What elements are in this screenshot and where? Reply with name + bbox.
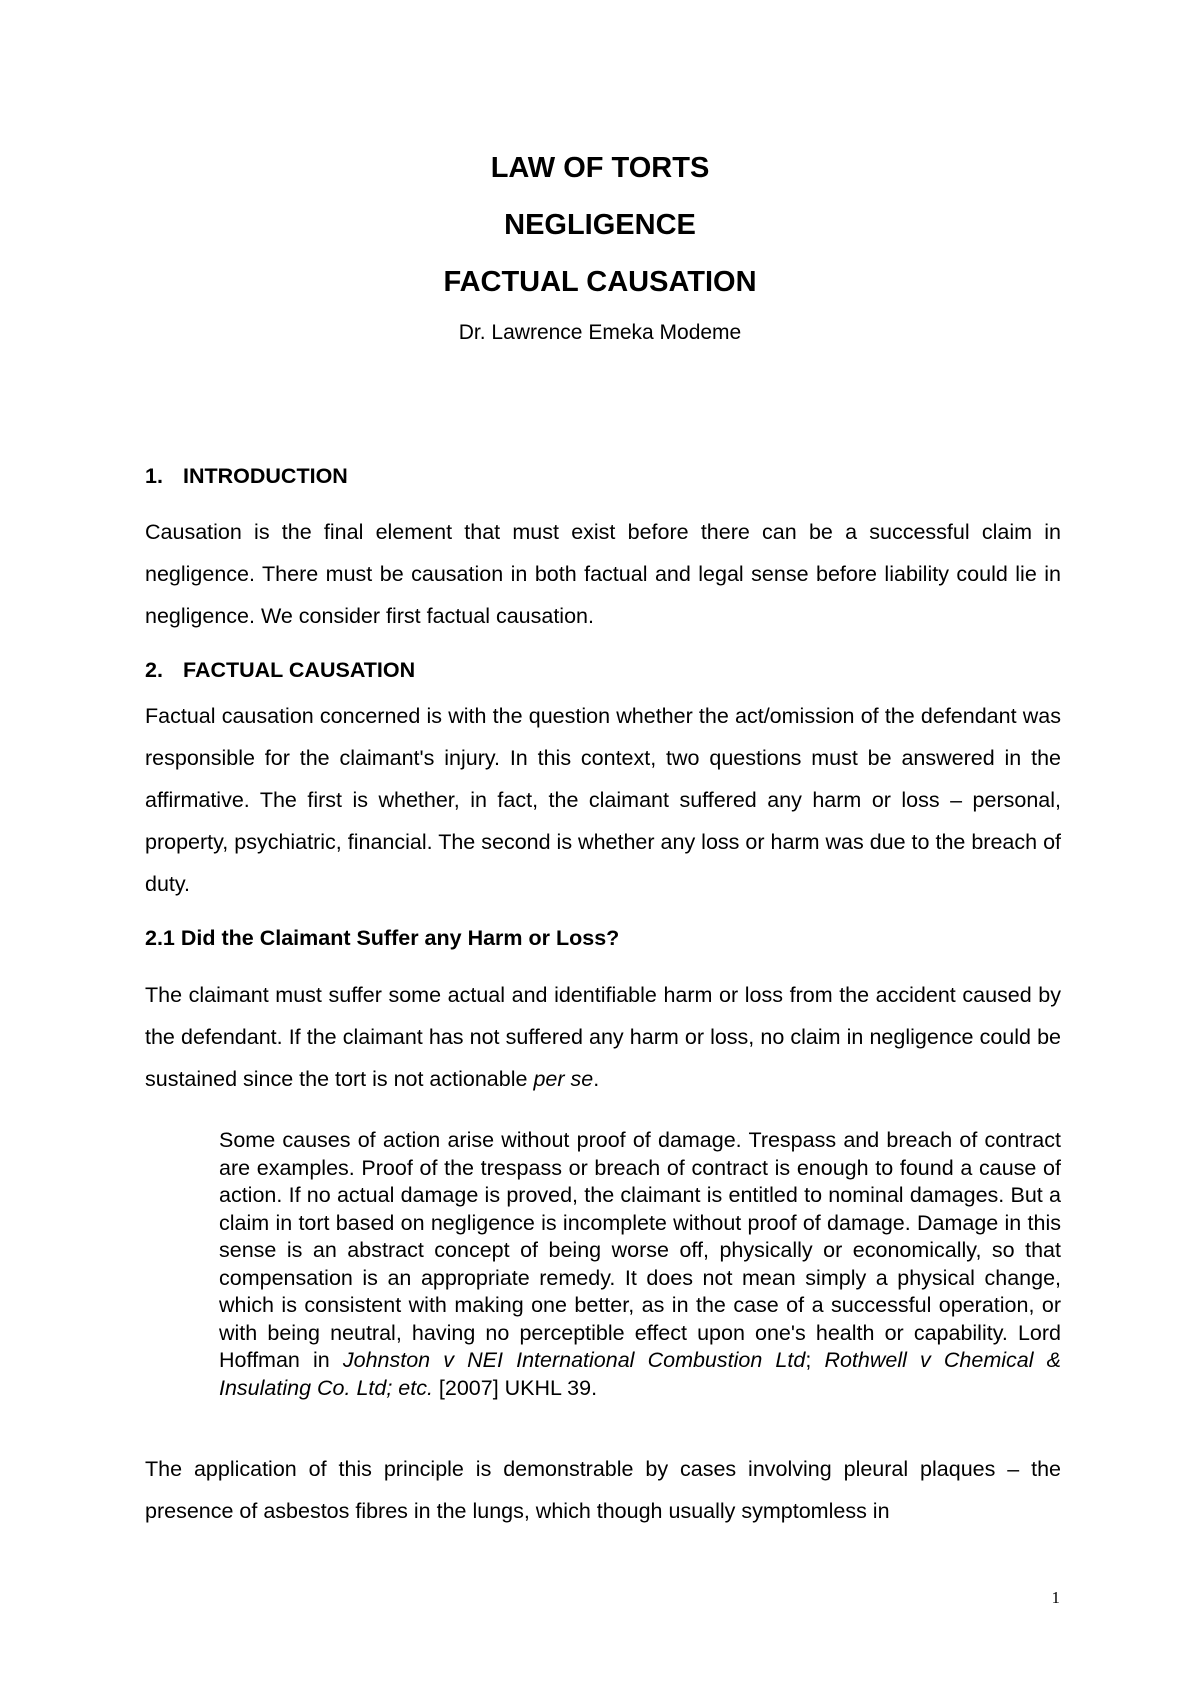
author-name: Dr. Lawrence Emeka Modeme — [458, 321, 742, 344]
factual-causation-paragraph: Factual causation concerned is with the question whether the act/omission of the defendant was responsible for the claimant's injury. In this context, two questions must be answered in the affirmative. The first is whether, in fact, the claimant suffered any harm or loss – personal, property, psychiatric, financial. The second is whether any loss or harm was due to the breach of duty. — [145, 704, 1061, 896]
harm-or-loss-paragraph — [145, 974, 1061, 1100]
introduction-paragraph: Causation is the final element that must exist before there can be a successful claim in negligence. There must be causation in both factual and legal sense before liability could lie in negligence. We consider first factual causation. — [145, 520, 1061, 628]
section-heading-introduction — [145, 461, 348, 491]
document-subtitle: NEGLIGENCE — [504, 209, 696, 241]
case-separator: ; — [805, 1348, 825, 1372]
paragraph-end: . — [593, 1067, 600, 1091]
case-citation-johnston: Johnston v NEI International Combustion Ltd — [342, 1348, 806, 1372]
section-title: INTRODUCTION — [183, 464, 348, 488]
section-title: FACTUAL CAUSATION — [183, 658, 416, 682]
case-citation-rothwell: Rothwell v Chemical & Insulating Co. Ltd; etc. — [219, 1348, 1061, 1400]
subsection-heading-harm-or-loss: 2.1 Did the Claimant Suffer any Harm or Loss? — [145, 926, 620, 950]
pleural-plaques-paragraph: The application of this principle is demonstrable by cases involving pleural plaques – the presence of asbestos fibres in the lungs, which though usually symptomless in — [145, 1457, 1061, 1523]
quote-text: Some causes of action arise without proof of damage. Trespass and breach of contract are examples. Proof of the trespass or breach of contract is enough to found a cause of action. If no actual damage is proved, the claimant is entitled to nominal damages. But a claim in tort based on negligence is incomplete without proof of damage. Damage in this sense is an abstract concept of being worse off, physically or economically, so that compensation is an appropriate remedy. It does not mean simply a physical change, which is consistent with making one better, as in the case of a successful operation, or with being neutral, having no perceptible effect upon one's health or capability. Lord Hoffman in — [219, 1128, 1061, 1372]
document-title: LAW OF TORTS — [490, 152, 710, 184]
title-block — [0, 140, 1200, 345]
document-topic: FACTUAL CAUSATION — [443, 266, 757, 298]
law-report-citation: [2007] UKHL 39. — [432, 1375, 598, 1400]
paragraph-text: The claimant must suffer some actual and identifiable harm or loss from the accident caused by the defendant. If the claimant has not suffered any harm or loss, no claim in negligence could be sustained since the tort is not actionable — [145, 983, 1061, 1091]
section-heading-factual-causation — [145, 655, 415, 685]
page-number: 1 — [1051, 1588, 1060, 1607]
section-number: 1. — [145, 464, 163, 488]
block-quote — [219, 1127, 1061, 1402]
paragraph-italic: per se — [533, 1067, 594, 1091]
section-number: 2. — [145, 658, 163, 682]
